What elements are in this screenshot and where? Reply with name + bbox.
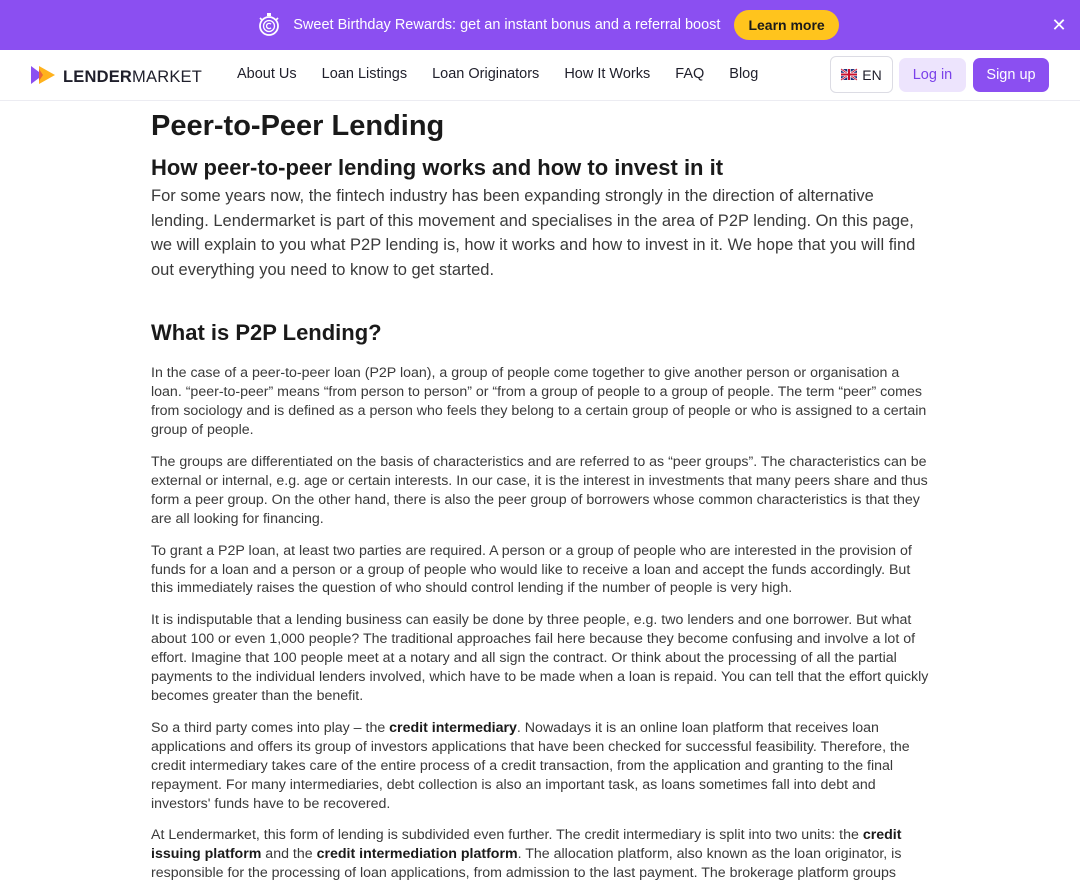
promo-content xyxy=(255,10,838,40)
logo[interactable] xyxy=(31,64,202,91)
p6-part-c: and the xyxy=(261,846,317,863)
paragraph-3: To grant a P2P loan, at least two parties are required. A person or a group of people who are interested in the provision of funds for a loan and a person or a group of people who would like to receive a loan and accept the funds accordingly. But this immediately raises the question of who should control lending if the number of people is very high. xyxy=(151,542,912,597)
p6-bold-credit-intermediation-platform: credit intermediation platform xyxy=(316,846,518,863)
article xyxy=(151,108,933,883)
uk-flag-icon xyxy=(841,67,857,83)
intro-paragraph: For some years now, the fintech industry has been expanding strongly in the direction of alternative lending. Lendermarket is part of this movement and specialises in the area of P2P lending. On this page, we will explain to you what P2P lending is, how it works and how to invest in it. We hope that you will find out everything you need to know to get started. xyxy=(151,187,916,279)
logo-text xyxy=(63,68,202,87)
paragraph-6 xyxy=(151,826,933,883)
p6-part-e: . The allocation platform, also known as the loan originator, is responsible for the processing of loan applications, from admission to the last payment. The brokerage platform groups xyxy=(151,846,902,882)
top-navigation xyxy=(0,50,1080,101)
stopwatch-coin-icon xyxy=(255,11,283,39)
language-label: EN xyxy=(862,66,882,83)
paragraph-4: It is indisputable that a lending business can easily be done by three people, e.g. two lenders and one borrower. But what about 100 or even 1,000 people? The traditional approaches fail here because they become confusing and involve a lot of effort. Imagine that 100 people meet at a notary and all sign the contract. Or think about the processing of all the partial payments to the individual lenders involved, which have to be made when a loan is repaid. You can tell that the effort quickly becomes greater than the benefit. xyxy=(151,612,929,704)
signup-button[interactable]: Sign up xyxy=(973,58,1049,92)
paragraph-1: In the case of a peer-to-peer loan (P2P loan), a group of people come together to give another person or organisation a loan. “peer-to-peer” means “from person to person” or “from a group of people to a group of people. The term “peer” comes from sociology and is defined as a person who feels they belong to a certain group of people or who is assigned to a certain group of people. xyxy=(151,365,927,439)
page-subtitle: How peer-to-peer lending works and how to invest in it xyxy=(151,155,724,180)
promo-banner xyxy=(0,0,1080,50)
close-icon[interactable]: ✕ xyxy=(1051,14,1067,35)
language-selector[interactable] xyxy=(830,56,893,93)
learn-more-button[interactable]: Learn more xyxy=(734,10,838,40)
logo-text-bold: LENDER xyxy=(63,68,133,86)
p5-part-c: . Nowadays it is an online loan platform that receives loan applications and offers its group of investors applications that have been checked for successful feasibility. Therefore, the credit intermediary takes care of the entire process of a credit transaction, from the application and granting to the final repayment. For many intermediaries, debt collection is also an important task, as loans sometimes fall into debt and investors' funds have to be recovered. xyxy=(151,719,910,812)
nav-link-how-it-works[interactable]: How It Works xyxy=(564,66,651,82)
nav-links xyxy=(237,66,758,82)
nav-link-loan-originators[interactable]: Loan Originators xyxy=(432,66,540,82)
nav-link-about-us[interactable]: About Us xyxy=(237,66,297,82)
paragraph-2: The groups are differentiated on the basis of characteristics and are referred to as “peer groups”. The characteristics can be external or internal, e.g. age or certain interests. In our case, it is the interest in investments that many peers share and thus form a peer group. On the other hand, there is also the peer group of borrowers whose common characteristics is that they are all looking for financing. xyxy=(151,454,928,527)
paragraph-5 xyxy=(151,719,933,814)
promo-text: Sweet Birthday Rewards: get an instant bonus and a referral boost xyxy=(293,17,721,33)
page-title: Peer-to-Peer Lending xyxy=(151,110,445,142)
p6-bold-credit-issuing-platform: credit issuing platform xyxy=(151,827,902,863)
logo-text-light: MARKET xyxy=(132,68,203,86)
p5-part-a: So a third party comes into play – the xyxy=(151,719,390,736)
nav-link-blog[interactable]: Blog xyxy=(729,66,759,82)
section-heading: What is P2P Lending? xyxy=(151,320,382,346)
login-button[interactable]: Log in xyxy=(899,58,966,92)
p5-bold-credit-intermediary: credit intermediary xyxy=(389,719,517,736)
nav-link-faq[interactable]: FAQ xyxy=(675,66,705,82)
p6-part-a: At Lendermarket, this form of lending is subdivided even further. The credit intermediary is split into two units: the xyxy=(151,827,863,844)
logo-mark-icon xyxy=(31,64,55,91)
nav-link-loan-listings[interactable]: Loan Listings xyxy=(321,66,408,82)
